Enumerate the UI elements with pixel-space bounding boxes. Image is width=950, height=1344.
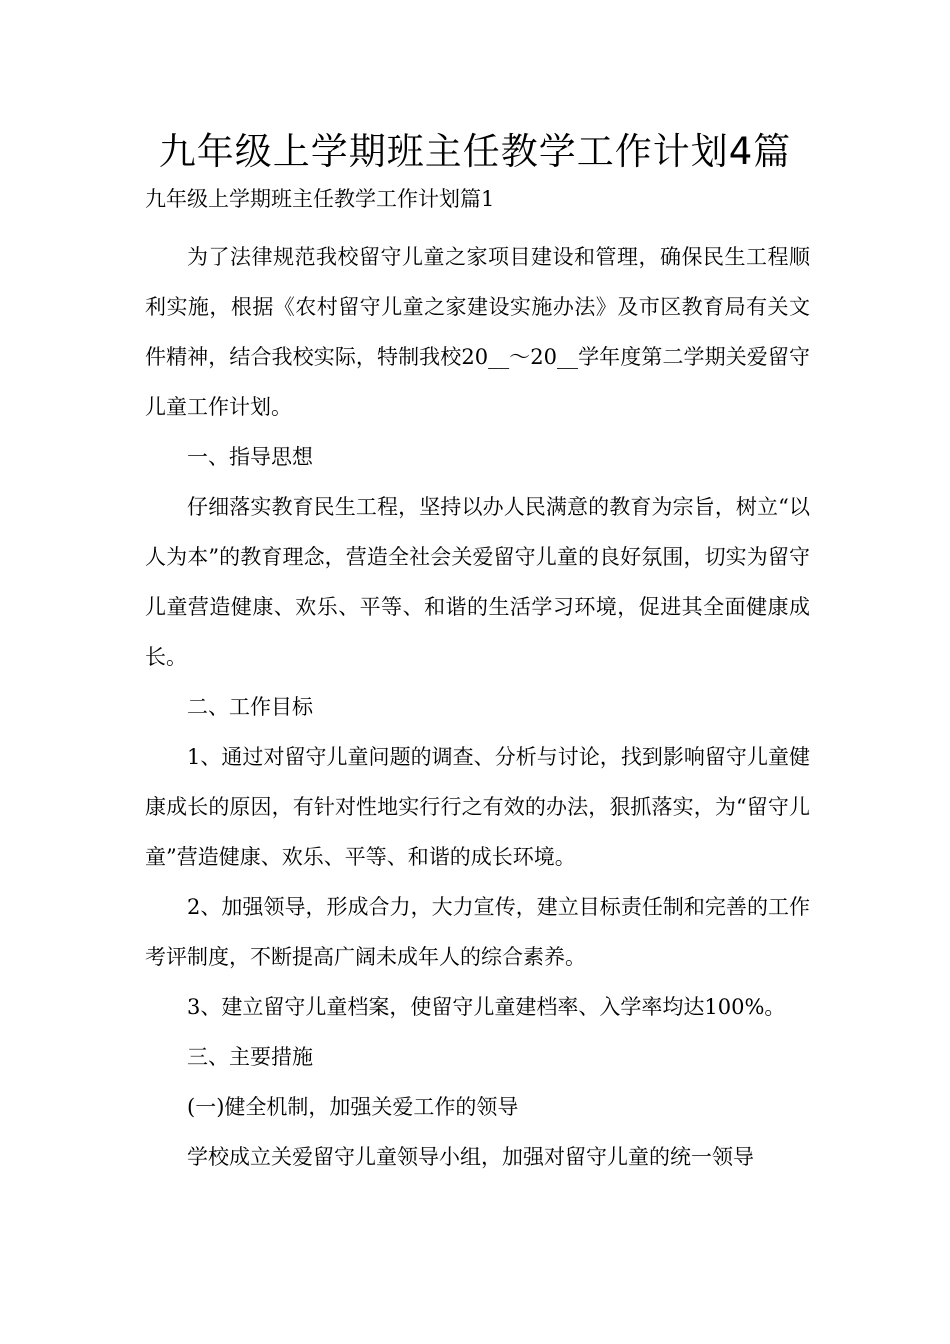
document-body (145, 232, 810, 1182)
section-heading-main-measures: 三、主要措施 (187, 1045, 313, 1069)
measure-paragraph-1: 学校成立关爱留守儿童领导小组，加强对留守儿童的统一领导 (187, 1145, 754, 1169)
guiding-ideology-paragraph: 仔细落实教育民生工程，坚持以办人民满意的教育为宗旨，树立“以人为本”的教育理念，营造全社会关爱留守儿童的良好氛围，切实为留守儿童营造健康、欢乐、平等、和谐的生活学习环境，促进其全面健康成长。 (145, 495, 810, 669)
work-goal-item-1: 1、通过对留守儿童问题的调查、分析与讨论，找到影响留守儿童健康成长的原因，有针对性地实行行之有效的办法，狠抓落实，为“留守儿童”营造健康、欢乐、平等、和谐的成长环境。 (145, 745, 810, 869)
section-heading-work-goals: 二、工作目标 (187, 695, 313, 719)
section-heading-guiding-ideology: 一、指导思想 (187, 445, 313, 469)
document-subtitle: 九年级上学期班主任教学工作计划篇1 (145, 187, 495, 211)
work-goal-item-3: 3、建立留守儿童档案，使留守儿童建档率、入学率均达100%。 (187, 995, 786, 1019)
intro-paragraph: 为了法律规范我校留守儿童之家项目建设和管理，确保民生工程顺利实施，根据《农村留守儿童之家建设实施办法》及市区教育局有关文件精神，结合我校实际，特制我校20__～20__学年度第二学期关爱留守儿童工作计划。 (145, 245, 810, 419)
work-goal-item-2: 2、加强领导，形成合力，大力宣传，建立目标责任制和完善的工作考评制度，不断提高广阔未成年人的综合素养。 (145, 895, 810, 969)
document-title: 九年级上学期班主任教学工作计划4篇 (158, 130, 792, 173)
measure-subheading-1: (一)健全机制，加强关爱工作的领导 (187, 1095, 519, 1119)
